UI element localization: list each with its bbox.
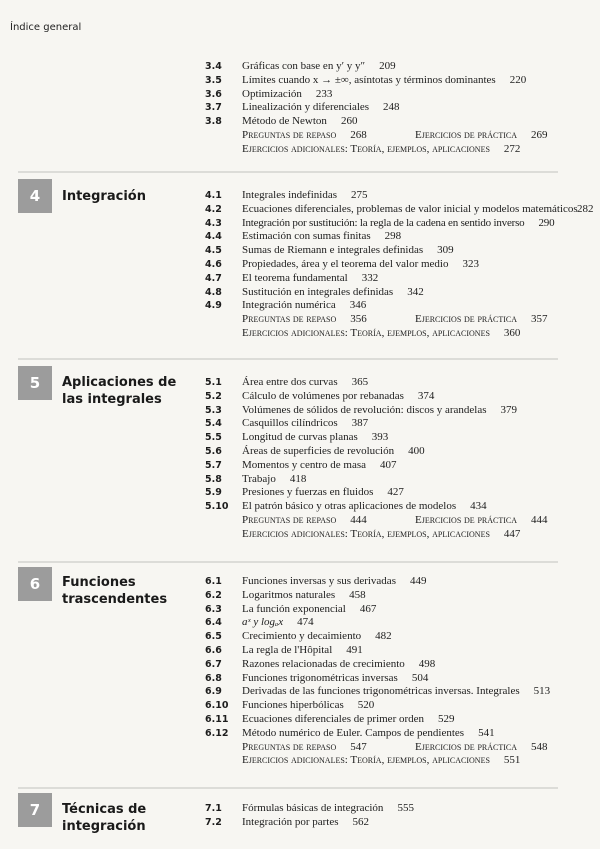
section-number: 3.8 [205,116,222,128]
extra-page: 272 [503,142,521,155]
section-title: Integración por partes [242,815,339,828]
section-number: 5.8 [205,473,222,485]
section-page: 513 [533,685,551,698]
section-title: Derivadas de las funciones trigonométricas inversas. Integrales [242,685,520,698]
section-title: Integración por sustitución: la regla de la cadena en sentido inverso [242,216,525,229]
section-page: 323 [462,257,479,270]
extra-label: Ejercicios adicionales: Teoría, ejemplos, aplicaciones [242,754,490,767]
section-page: 298 [384,230,402,243]
section-page: 220 [509,73,527,86]
extra-label: Ejercicios adicionales: Teoría, ejemplos, aplicaciones [242,142,490,155]
section-page: 529 [438,712,455,725]
section-number: 5.1 [205,377,222,388]
review-page: 547 [350,740,367,753]
practice-label: Ejercicios de práctica [415,313,518,326]
section-page: 418 [289,472,307,485]
section-number: 5.3 [205,404,222,416]
extra-page: 360 [503,326,521,339]
section-number: 5.4 [205,418,222,430]
section-page: 562 [352,815,370,828]
section-number: 3.7 [205,102,222,114]
section-number: 6.9 [205,686,222,698]
section-page: 282 [577,202,594,215]
section-number: 4.9 [205,300,222,312]
section-title: Funciones trigonométricas inversas [242,671,398,684]
section-number: 3.6 [205,88,222,100]
section-page: 290 [538,216,555,229]
chapter-divider [18,787,558,789]
chapter-number-tab: 6 [18,567,52,601]
section-number: 6.11 [205,713,229,725]
section-page: 400 [408,444,425,457]
section-number: 6.1 [205,576,222,587]
section-number: 4.6 [205,258,222,270]
section-page: 379 [500,403,517,416]
section-title: Sustitución en integrales definidas [242,285,394,298]
chapter-divider [18,171,558,173]
section-title: El teorema fundamental [242,271,348,284]
section-title: Funciones hiperbólicas [242,699,344,712]
section-page: 504 [411,671,429,684]
section-number: 5.7 [205,459,222,471]
section-title: Linealización y diferenciales [242,101,370,114]
practice-page: 357 [531,313,548,326]
section-title: Momentos y centro de masa [242,458,367,471]
extra-label: Ejercicios adicionales: Teoría, ejemplos, aplicaciones [242,326,490,339]
section-number: 4.4 [205,231,222,243]
section-title: Gráficas con base en y′ y y″ [242,60,366,72]
section-title: Integración numérica [242,299,336,312]
section-title: Optimización [242,87,302,100]
section-page: 407 [380,458,397,471]
section-title: Crecimiento y decaimiento [242,630,362,643]
section-number: 5.6 [205,445,222,457]
section-page: 332 [361,271,379,284]
section-page: 520 [357,699,375,712]
section-number: 4.1 [205,190,222,201]
section-title: Propiedades, área y el teorema del valor medio [242,257,449,270]
section-page: 209 [379,60,396,72]
section-title: El patrón básico y otras aplicaciones de modelos [242,500,457,513]
section-title: Área entre dos curvas [242,376,338,388]
section-title: aˣ y logₐx [242,616,284,629]
section-page: 365 [351,376,369,388]
section-number: 5.2 [205,390,222,402]
section-page: 555 [397,802,414,814]
section-title: Estimación con sumas finitas [242,230,371,243]
section-title: Trabajo [242,472,276,485]
section-title: Presiones y fuerzas en fluidos [242,486,374,499]
practice-label: Ejercicios de práctica [415,513,518,526]
practice-page: 548 [531,740,548,753]
section-title: Áreas de superficies de revolución [242,444,395,457]
section-number: 6.12 [205,727,229,739]
chapter-number-tab: 7 [18,793,52,827]
review-label: Preguntas de repaso [242,740,337,753]
practice-label: Ejercicios de práctica [415,128,518,141]
page-header: Índice general [10,22,82,33]
section-title: Fórmulas básicas de integración [242,802,384,814]
section-title: Razones relacionadas de crecimiento [242,657,405,670]
section-page: 233 [315,87,333,100]
section-number: 6.5 [205,631,222,643]
extra-label: Ejercicios adicionales: Teoría, ejemplos, aplicaciones [242,527,490,540]
section-page: 260 [340,115,358,128]
chapter-title[interactable]: Funciones trascendentes [62,575,168,607]
section-page: 449 [409,575,427,587]
review-label: Preguntas de repaso [242,313,337,326]
practice-page: 444 [531,513,548,526]
chapter-title[interactable]: Integración [62,189,146,204]
section-page: 374 [417,389,435,402]
section-title: Cálculo de volúmenes por rebanadas [242,389,404,402]
chapter-title[interactable]: Técnicas de integración [62,802,147,834]
section-page: 387 [351,417,369,430]
section-number: 6.3 [205,603,222,615]
section-number: 4.2 [205,203,222,215]
section-title: Logaritmos naturales [242,588,336,601]
chapter-divider [18,358,558,360]
section-title: Límites cuando x → ±∞, asíntotas y términos dominantes [242,73,496,86]
section-number: 4.7 [205,272,222,284]
section-number: 6.6 [205,644,222,656]
review-label: Preguntas de repaso [242,513,337,526]
review-page: 268 [350,128,367,141]
section-number: 7.2 [205,816,222,828]
extra-page: 447 [503,527,521,540]
section-number: 6.7 [205,658,222,670]
chapter-number-tab: 5 [18,366,52,400]
section-page: 342 [407,285,424,298]
chapter-divider [18,561,558,563]
section-number: 3.4 [205,61,222,72]
section-page: 427 [387,486,404,499]
section-title: Ecuaciones diferenciales, problemas de valor inicial y modelos matemáticos [242,202,578,215]
section-page: 275 [351,189,368,201]
section-title: La regla de l'Hôpital [242,643,333,656]
section-number: 6.10 [205,700,229,712]
section-title: Método de Newton [242,115,327,128]
review-page: 356 [350,313,367,326]
practice-label: Ejercicios de práctica [415,740,518,753]
section-number: 4.8 [205,286,222,298]
section-number: 5.5 [205,432,222,444]
section-number: 5.10 [205,501,229,513]
section-number: 3.5 [205,74,222,86]
section-page: 482 [375,630,392,643]
section-title: La función exponencial [242,602,346,615]
review-page: 444 [350,513,367,526]
section-page: 498 [418,657,436,670]
section-number: 4.3 [205,217,222,229]
section-page: 541 [478,726,495,739]
section-number: 6.2 [205,589,222,601]
section-page: 248 [383,101,400,114]
section-page: 309 [437,244,454,257]
chapter-title[interactable]: Aplicaciones de las integrales [62,375,177,407]
section-page: 458 [349,588,366,601]
section-page: 434 [470,500,487,513]
section-page: 474 [297,616,314,629]
section-page: 467 [359,602,377,615]
section-page: 346 [349,299,367,312]
section-number: 7.1 [205,803,222,814]
chapter-number-tab: 4 [18,179,52,213]
section-number: 4.5 [205,245,222,257]
section-number: 5.9 [205,487,222,499]
section-number: 6.8 [205,672,222,684]
section-title: Integrales indefinidas [242,189,337,201]
section-page: 491 [346,643,363,656]
review-label: Preguntas de repaso [242,128,337,141]
section-title: Casquillos cilíndricos [242,417,338,430]
section-title: Longitud de curvas planas [242,431,358,444]
practice-page: 269 [531,128,548,141]
section-title: Sumas de Riemann e integrales definidas [242,244,424,257]
section-number: 6.4 [205,617,222,629]
section-title: Funciones inversas y sus derivadas [242,575,396,587]
section-title: Volúmenes de sólidos de revolución: discos y arandelas [242,403,487,416]
section-page: 393 [371,431,389,444]
extra-page: 551 [503,754,521,767]
section-title: Método numérico de Euler. Campos de pendientes [242,726,465,739]
section-title: Ecuaciones diferenciales de primer orden [242,712,425,725]
